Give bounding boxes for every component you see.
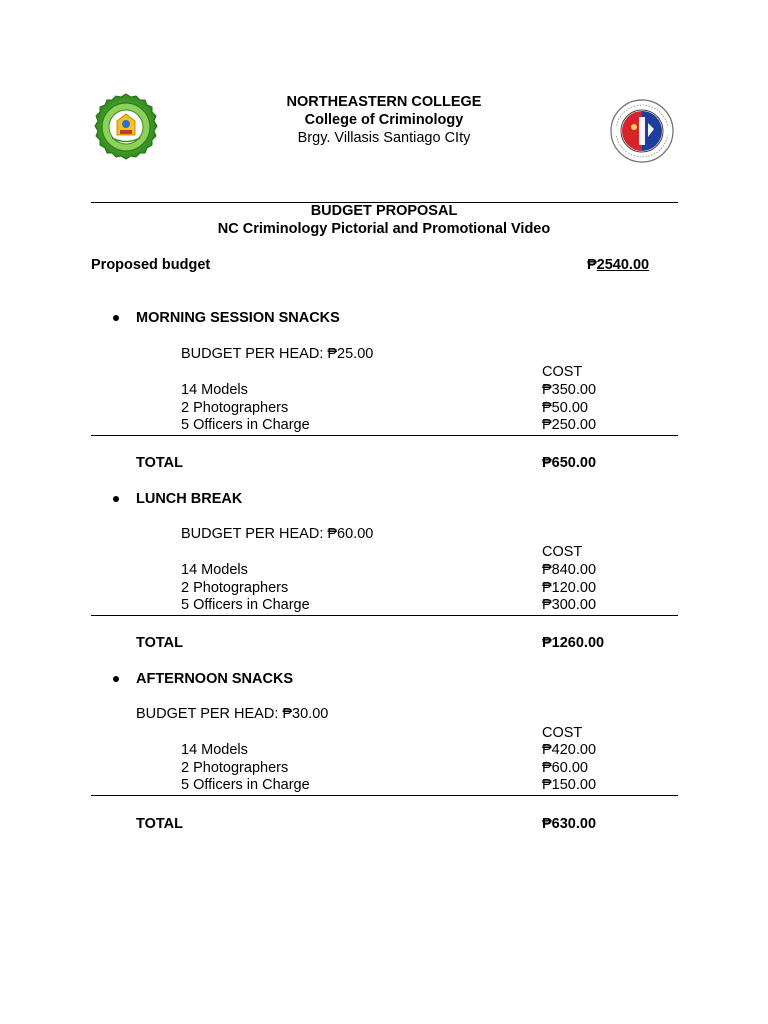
budget-per-head: BUDGET PER HEAD: ₱25.00: [181, 346, 374, 362]
budget-per-head: BUDGET PER HEAD: ₱60.00: [181, 526, 374, 542]
institution-name: NORTHEASTERN COLLEGE: [286, 94, 482, 110]
item-label: 5 Officers in Charge: [181, 777, 310, 793]
proposed-budget-value: [587, 256, 649, 274]
section-divider: [91, 435, 678, 436]
item-cost: ₱420.00: [542, 742, 597, 758]
document-subtitle: NC Criminology Pictorial and Promotional Video: [217, 221, 551, 237]
item-cost: ₱840.00: [542, 562, 597, 578]
section-heading: MORNING SESSION SNACKS: [136, 310, 340, 326]
item-label: 14 Models: [181, 742, 248, 758]
item-label: 2 Photographers: [181, 580, 289, 596]
total-label: TOTAL: [136, 455, 183, 471]
item-label: 5 Officers in Charge: [181, 597, 310, 613]
northeastern-college-seal-icon: [93, 93, 159, 161]
section-heading: AFTERNOON SNACKS: [136, 671, 294, 687]
currency-symbol: ₱: [587, 257, 597, 273]
section-divider: [91, 795, 678, 796]
item-label: 2 Photographers: [181, 760, 289, 776]
section-heading: LUNCH BREAK: [136, 491, 243, 507]
item-label: 14 Models: [181, 382, 248, 398]
address: Brgy. Villasis Santiago CIty: [297, 130, 471, 146]
item-cost: ₱150.00: [542, 777, 597, 793]
northeastern-college-logo: [93, 93, 159, 161]
bullet-icon: [113, 315, 119, 321]
total-label: TOTAL: [136, 635, 183, 651]
item-cost: ₱60.00: [542, 760, 588, 776]
item-label: 5 Officers in Charge: [181, 417, 310, 433]
total-value: ₱650.00: [542, 455, 597, 471]
criminology-seal-icon: [607, 99, 677, 163]
item-cost: ₱350.00: [542, 382, 597, 398]
letterhead: [184, 93, 584, 147]
document-title: BUDGET PROPOSAL: [310, 203, 458, 219]
item-cost: ₱300.00: [542, 597, 597, 613]
cost-header: COST: [542, 364, 583, 380]
section-divider: [91, 615, 678, 616]
bullet-icon: [113, 496, 119, 502]
item-cost: ₱50.00: [542, 400, 588, 416]
cost-header: COST: [542, 725, 583, 741]
item-label: 14 Models: [181, 562, 248, 578]
criminology-logo: [607, 99, 677, 163]
item-label: 2 Photographers: [181, 400, 289, 416]
total-value: ₱1260.00: [542, 635, 605, 651]
item-cost: ₱120.00: [542, 580, 597, 596]
proposed-amount: 2540.00: [596, 257, 650, 273]
item-cost: ₱250.00: [542, 417, 597, 433]
college-name: College of Criminology: [304, 112, 464, 128]
total-value: ₱630.00: [542, 816, 597, 832]
bullet-icon: [113, 676, 119, 682]
cost-header: COST: [542, 544, 583, 560]
proposed-budget-label: Proposed budget: [91, 257, 211, 273]
budget-per-head: BUDGET PER HEAD: ₱30.00: [136, 706, 329, 722]
total-label: TOTAL: [136, 816, 183, 832]
